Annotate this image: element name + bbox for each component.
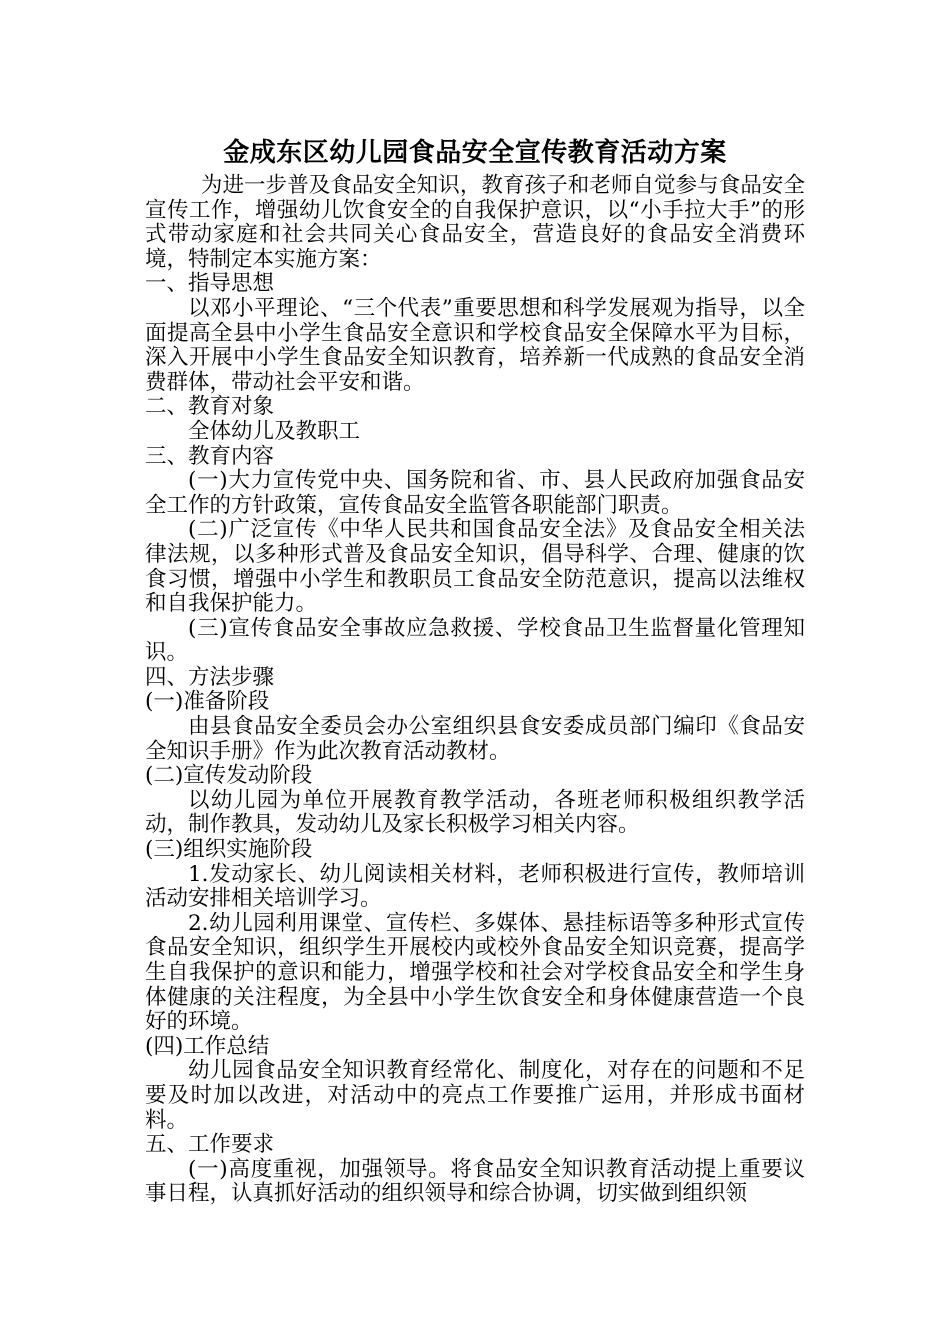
subheading-preparation-stage: (一)准备阶段 [145, 689, 270, 715]
subheading-mobilization-stage: (二)宣传发动阶段 [145, 763, 313, 789]
education-target-paragraph: 全体幼儿及教职工 [188, 418, 361, 444]
education-content-item-2: (二)广泛宣传《中华人民共和国食品安全法》及食品安全相关法律法规，以多种形式普及食品安全知识，倡导科学、合理、健康的饮食习惯，增强中小学生和教职员工食品安全防范意识，提高以法维权和自我保护能力。 [145, 517, 805, 617]
intro-paragraph: 为进一步普及食品安全知识，教育孩子和老师自觉参与食品安全宣传工作，增强幼儿饮食安全的自我保护意识，以“小手拉大手”的形式带动家庭和社会共同关心食品安全，营造良好的食品安全消费环境，特制定本实施方案： [145, 173, 805, 272]
document-title: 金成东区幼儿园食品安全宣传教育活动方案 [223, 138, 727, 168]
guiding-ideology-paragraph: 以邓小平理论、“三个代表”重要思想和科学发展观为指导，以全面提高全县中小学生食品安全意识和学校食品安全保障水平为目标，深入开展中小学生食品安全知识教育，培养新一代成熟的食品安全消费群体，带动社会平安和谐。 [145, 295, 805, 395]
education-content-item-1: (一)大力宣传党中央、国务院和省、市、县人民政府加强食品安全工作的方针政策，宣传食品安全监管各职能部门职责。 [145, 468, 805, 518]
work-requirements-item-1: (一)高度重视，加强领导。将食品安全知识教育活动提上重要议事日程，认真抓好活动的组织领导和综合协调，切实做到组织领 [145, 1156, 805, 1207]
section-heading-education-content: 三、教育内容 [145, 443, 275, 469]
mobilization-stage-paragraph: 以幼儿园为单位开展教育教学活动，各班老师积极组织教学活动，制作教具，发动幼儿及家长积极学习相关内容。 [145, 787, 805, 838]
work-summary-paragraph: 幼儿园食品安全知识教育经常化、制度化，对存在的问题和不足要及时加以改进，对活动中的亮点工作要推广运用，并形成书面材料。 [145, 1058, 805, 1133]
document-page [145, 136, 805, 1207]
section-heading-work-requirements: 五、工作要求 [145, 1132, 275, 1158]
section-heading-education-target: 二、教育对象 [145, 394, 275, 420]
implementation-item-2: 2.幼儿园利用课堂、宣传栏、多媒体、悬挂标语等多种形式宣传食品安全知识，组织学生开展校内或校外食品安全知识竞赛，提高学生自我保护的意识和能力，增强学校和社会对学校食品安全和学生身体健康的关注程度，为全县中小学生饮食安全和身体健康营造一个良好的环境。 [145, 910, 805, 1035]
preparation-stage-paragraph: 由县食品安全委员会办公室组织县食安委成员部门编印《食品安全知识手册》作为此次教育活动教材。 [145, 714, 805, 764]
implementation-item-1: 1.发动家长、幼儿阅读相关材料，老师积极进行宣传，教师培训活动安排相关培训学习。 [145, 861, 805, 912]
education-content-item-3: (三)宣传食品安全事故应急救援、学校食品卫生监督量化管理知识。 [145, 615, 805, 666]
subheading-implementation-stage: (三)组织实施阶段 [145, 837, 313, 863]
subheading-work-summary: (四)工作总结 [145, 1033, 270, 1059]
section-heading-guiding-ideology: 一、指导思想 [145, 271, 275, 297]
section-heading-method-steps: 四、方法步骤 [145, 664, 275, 690]
